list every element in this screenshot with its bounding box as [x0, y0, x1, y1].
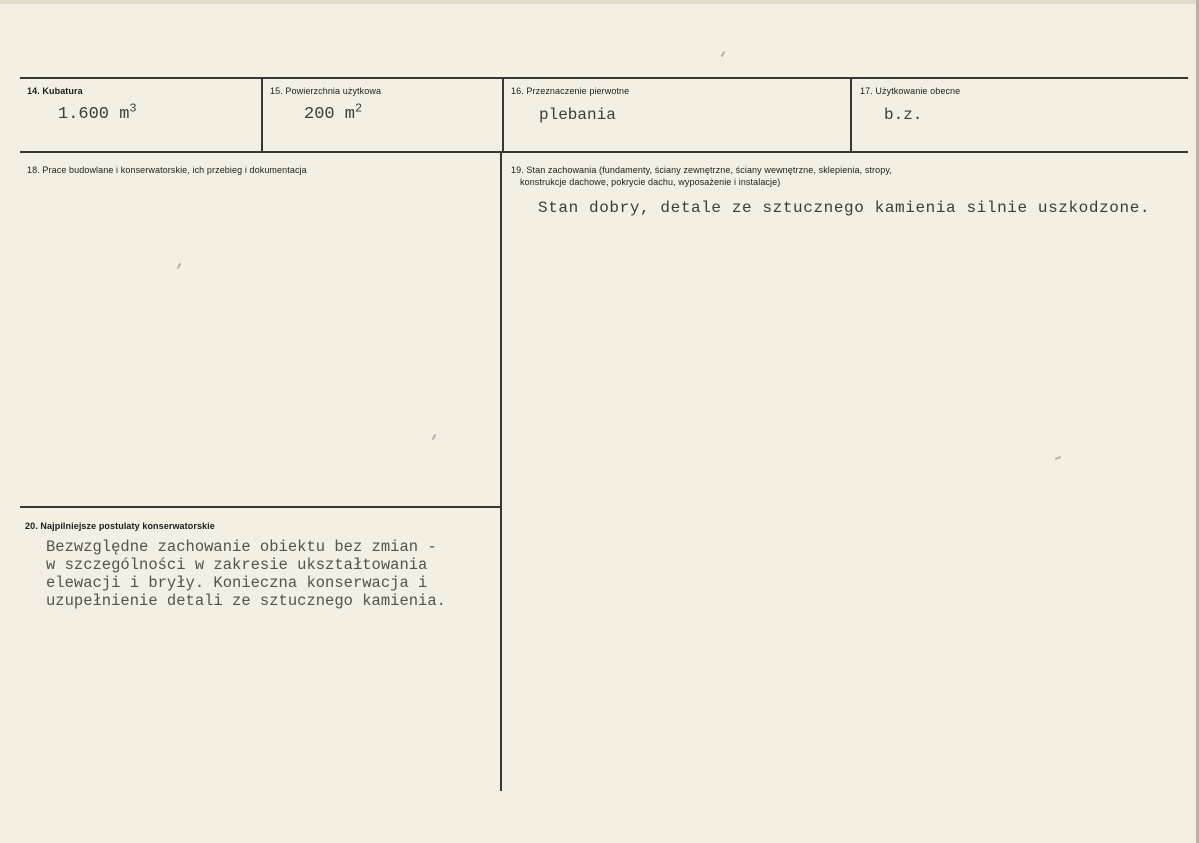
field-14-number: 1.600 m	[58, 105, 130, 124]
middle-rule	[20, 151, 1188, 153]
field-15-label: 15. Powierzchnia użytkowa	[270, 86, 382, 96]
field-17-label: 17. Użytkowanie obecne	[860, 86, 961, 96]
paper-speck	[721, 51, 726, 57]
top-rule	[20, 77, 1188, 79]
section-20-rule	[20, 506, 501, 508]
divider-15-16	[502, 77, 504, 152]
field-16-label: 16. Przeznaczenie pierwotne	[511, 86, 630, 96]
field-14-label: 14. Kubatura	[27, 86, 83, 96]
field-14-value	[58, 101, 137, 124]
field-19-value: Stan dobry, detale ze sztucznego kamienia silnie uszkodzone.	[538, 199, 1151, 217]
field-16-value: plebania	[539, 106, 616, 124]
field-17-value: b.z.	[884, 106, 923, 124]
divider-16-17	[850, 77, 852, 152]
divider-14-15	[261, 77, 263, 152]
field-19-label-line-2: konstrukcje dachowe, pokrycie dachu, wyposażenie i instalacje)	[520, 177, 781, 187]
field-18-label: 18. Prace budowlane i konserwatorskie, ich przebieg i dokumentacja	[27, 165, 307, 175]
paper-speck	[1055, 456, 1061, 460]
field-14-exponent: 3	[129, 101, 137, 116]
paper-speck	[432, 434, 437, 440]
field-19-label-line-1: 19. Stan zachowania (fundamenty, ściany zewnętrzne, ściany wewnętrzne, sklepienia, stropy,	[511, 165, 892, 175]
paper-speck	[177, 263, 182, 269]
card-top-edge	[0, 0, 1199, 4]
field-20-label: 20. Najpilniejsze postulaty konserwatorskie	[25, 521, 215, 531]
field-20-line-3: elewacji i bryły. Konieczna konserwacja i	[46, 574, 428, 592]
field-20-line-2: w szczególności w zakresie ukształtowania	[46, 556, 428, 574]
divider-main-column	[500, 151, 502, 791]
field-15-exponent: 2	[355, 101, 363, 116]
field-20-line-1: Bezwzględne zachowanie obiektu bez zmian -	[46, 538, 437, 556]
field-20-line-4: uzupełnienie detali ze sztucznego kamienia.	[46, 592, 446, 610]
field-15-value	[304, 101, 363, 124]
field-15-number: 200 m	[304, 105, 356, 124]
